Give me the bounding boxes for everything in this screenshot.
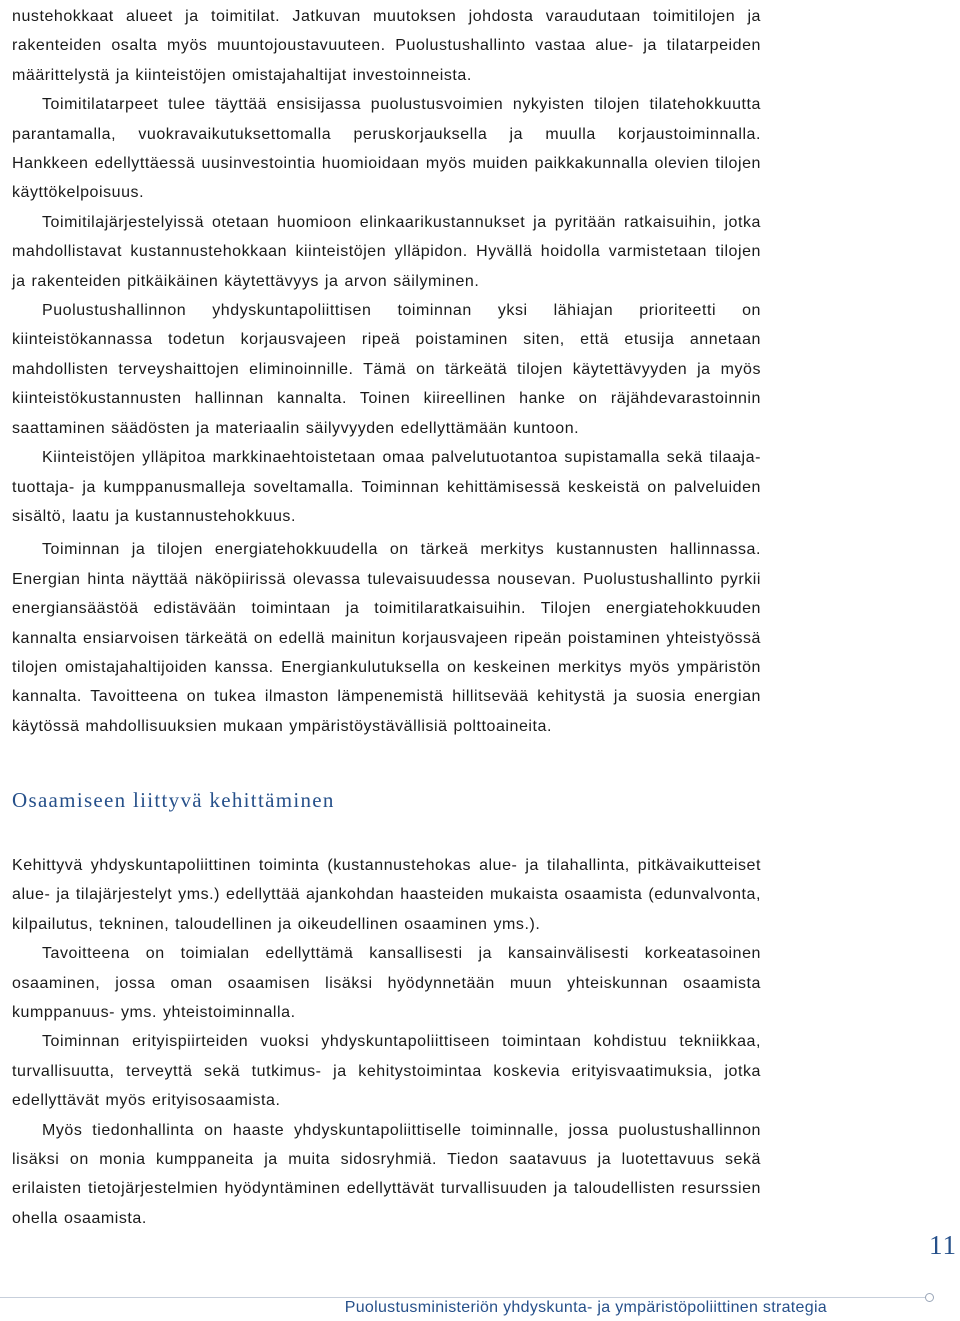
paragraph: Kehittyvä yhdyskuntapoliittinen toiminta (kustannustehokas alue- ja tilahallinta, pitkävaikutteiset alue- ja tilajärjestelyt yms.) edellyttää ajankohdan haasteiden mukaista osaamista (edunvalvonta, kilpailutus, tekninen, taloudellinen ja oikeudellinen osaaminen yms.). [12, 857, 761, 933]
paragraph: nustehokkaat alueet ja toimitilat. Jatkuvan muutoksen johdosta varaudutaan toimitilojen ja rakenteiden osalta myös muuntojoustavuuteen. Puolustushallinto vastaa alue- ja tilatarpeiden määrittelystä ja kiinteistöjen omistajahaltijat investoinneista. [12, 8, 761, 84]
footer-title: Puolustusministeriön yhdyskunta- ja ympäristöpoliittinen strategia [344, 1299, 827, 1316]
page-number: 11 [929, 1230, 957, 1260]
paragraph: Myös tiedonhallinta on haaste yhdyskuntapoliittiselle toiminnalle, jossa puolustushallinnon lisäksi on monia kumppaneita ja muita sidosryhmiä. Tiedon saatavuus ja luotettavuus sekä erilaisten tietojärjestelmien hyödyntäminen edellyttävät turvallisuuden ja taloudellisten resurssien ohella osaamista. [12, 1121, 761, 1227]
footer-circle-ornament [925, 1293, 934, 1302]
paragraph: Toiminnan erityispiirteiden vuoksi yhdyskuntapoliittiseen toimintaan kohdistuu tekniikkaa, turvallisuutta, terveyttä sekä tutkimus- ja kehitystoimintaa koskevia erityisvaatimuksia, jotka edellyttävät myös erityisosaamista. [12, 1033, 761, 1110]
paragraph: Toimitilajärjestelyissä otetaan huomioon elinkaarikustannukset ja pyritään ratkaisuihin, jotka mahdollistavat kustannustehokkaan kiinteistöjen ylläpidon. Hyvällä hoidolla varmistetaan tilojen ja rakenteiden pitkäikäinen käytettävyys ja arvon säilyminen. [12, 213, 761, 290]
paragraph: Tavoitteena on toimialan edellyttämä kansallisesti ja kansainvälisesti korkeatasoinen osaaminen, jossa oman osaamisen lisäksi hyödynnetään muun yhteiskunnan osaamista kumppanuus- yms. yhteistoiminnalla. [12, 945, 761, 1022]
paragraph: Toiminnan ja tilojen energiatehokkuudella on tärkeä merkitys kustannusten hallinnassa. Energian hinta näyttää näköpiirissä olevassa tulevaisuudessa nousevan. Puolustushallinto pyrkii energiansäästöä edistävään toimintaan ja toimitilaratkaisuihin. Tilojen energiatehokkuuden kannalta ensiarvoisen tärkeätä on edellä mainitun korjausvajeen ripeän poistaminen yhteistyössä tilojen omistajahaltijoiden kanssa. Energiankulutuksella on keskeinen merkitys myös ympäristön kannalta. Tavoitteena on tukea ilmaston lämpenemistä hillitsevää kehitystä ja suosia energian käytössä mahdollisuuksien mukaan ympäristöystävällisiä polttoaineita. [12, 541, 761, 735]
footer-divider [0, 1297, 926, 1298]
body-text-section-1 [12, 2, 761, 741]
section-heading: Osaamiseen liittyvä kehittäminen [12, 788, 335, 812]
body-text-section-2 [12, 851, 761, 1233]
paragraph: Kiinteistöjen ylläpitoa markkinaehtoistetaan omaa palvelutuotantoa supistamalla sekä tilaaja- tuottaja- ja kumppanusmalleja soveltamalla. Toiminnan kehittämisessä keskeistä on palveluiden sisältö, laatu ja kustannustehokkuus. [12, 449, 761, 525]
paragraph: Puolustushallinnon yhdyskuntapoliittisen toiminnan yksi lähiajan prioriteetti on kiinteistökannassa todetun korjausvajeen ripeä poistaminen siten, että etusija annetaan mahdollisten terveyshaittojen eliminoinnille. Tämä on tärkeätä tilojen käytettävyyden ja myös kiinteistökustannusten hallinnan kannalta. Toinen kiireellinen hanke on räjähdevarastoinnin saattaminen säädösten ja materiaalin säilyvyyden edellyttämään kuntoon. [12, 302, 761, 437]
paragraph: Toimitilatarpeet tulee täyttää ensisijassa puolustusvoimien nykyisten tilojen tilatehokkuutta parantamalla, vuokravaikutuksettomalla peruskorjauksella ja muulla korjaustoiminnalla. Hankkeen edellyttäessä uusinvestointia huomioidaan myös muiden paikkakunnalla olevien tilojen käyttökelpoisuus. [12, 96, 761, 202]
